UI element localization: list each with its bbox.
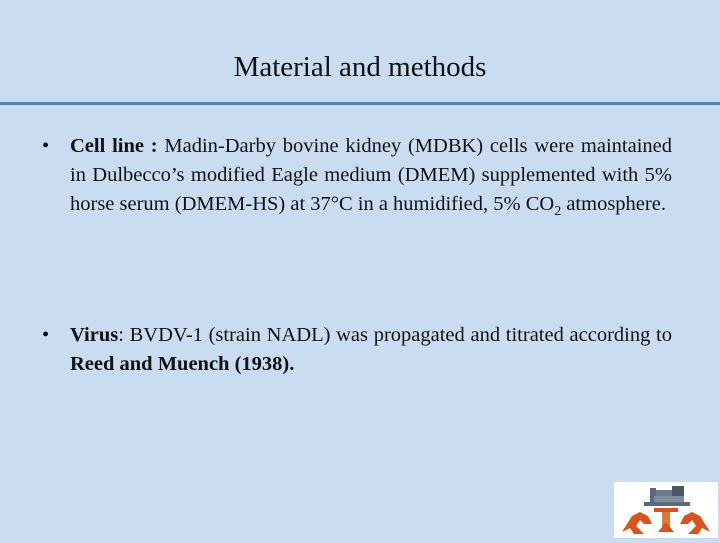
bullet-marker: • [42, 324, 50, 346]
title-divider [0, 102, 720, 105]
university-emblem-icon [614, 482, 718, 538]
bullet-label: Cell line : [70, 135, 158, 157]
bullet-body: : BVDV-1 (strain NADL) was propagated and titrated according to [118, 324, 672, 346]
emblem-graphic [614, 482, 718, 538]
bullet-body: Madin-Darby bovine kidney (MDBK) cells were maintained in Dulbecco’s modified Eagle medium (DMEM) supplemented with 5% horse serum (DMEM-HS) at 37°C in a humidified, 5% CO [70, 135, 672, 215]
bullet-virus [42, 321, 672, 379]
bullet-cell-line [42, 132, 672, 219]
bullet-label: Virus [70, 324, 119, 346]
subscript: 2 [554, 204, 562, 219]
bullet-text [70, 132, 672, 219]
bullet-text [70, 321, 672, 379]
bullet-marker: • [42, 135, 50, 157]
reference: Reed and Muench (1938). [70, 353, 295, 375]
slide-title: Material and methods [233, 51, 487, 83]
bullet-body-end: atmosphere. [561, 193, 666, 215]
